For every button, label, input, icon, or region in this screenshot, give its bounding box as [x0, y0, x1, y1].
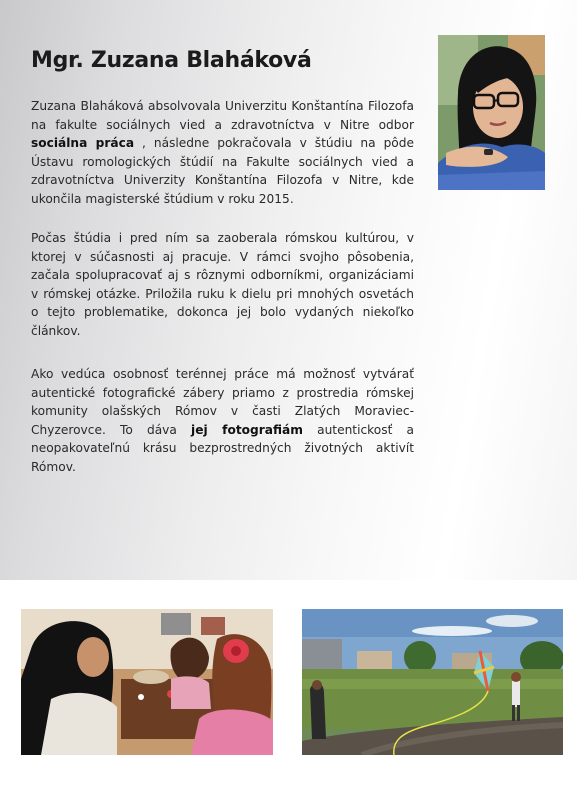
bio-paragraph-1-bold: sociálna práca [31, 136, 135, 150]
kite-illustration [302, 609, 563, 755]
portrait-illustration [438, 35, 545, 190]
workshop-illustration [21, 609, 273, 755]
bio-paragraph-1-text: Zuzana Blaháková absolvovala Univerzitu Konštantína Filozofa na fakulte sociálnych vied a zdravotníctva v Nitre odbor [31, 99, 414, 132]
page-title: Mgr. Zuzana Blaháková [31, 48, 312, 73]
photo-kite [302, 609, 563, 755]
bio-paragraph-1 [31, 97, 414, 208]
portrait-photo [438, 35, 545, 190]
bio-paragraph-3-text-end: autentickosť a neopakovateľnú krásu bezprostredných životných aktivít Rómov. [31, 422, 414, 474]
bio-paragraph-3-text: Ako vedúca osobnosť terénnej práce má možnosť vytvárať autentické fotografické zábery priamo z prostredia rómskej komunity olašských Rómov v časti Zlatých Moraviec-Chyzerovce. To dáva [31, 367, 414, 437]
bio-paragraph-1-text-end: , následne pokračovala v štúdiu na pôde Ústavu romologických štúdií na Fakulte sociálnych vied a zdravotníctva Univerzity Konštantína Filozofa v Nitre, kde ukončila magisterské štúdium v roku 2015. [31, 136, 414, 206]
photo-workshop [21, 609, 273, 755]
bio-paragraph-2: Počas štúdia i pred ním sa zaoberala rómskou kultúrou, v ktorej v súčasnosti aj pracuje. V rámci svojho pôsobenia, začala spolupracovať aj s rôznymi odborníkmi, organizáciami v rómskej otázke. Priložila ruku k dielu pri mnohých osvetách o tejto problematike, dokonca jej bolo vydaných niekoľko článkov. [31, 231, 414, 338]
bio-paragraph-3 [31, 365, 414, 476]
bio-paragraph-3-bold: jej fotografiám [191, 422, 303, 437]
